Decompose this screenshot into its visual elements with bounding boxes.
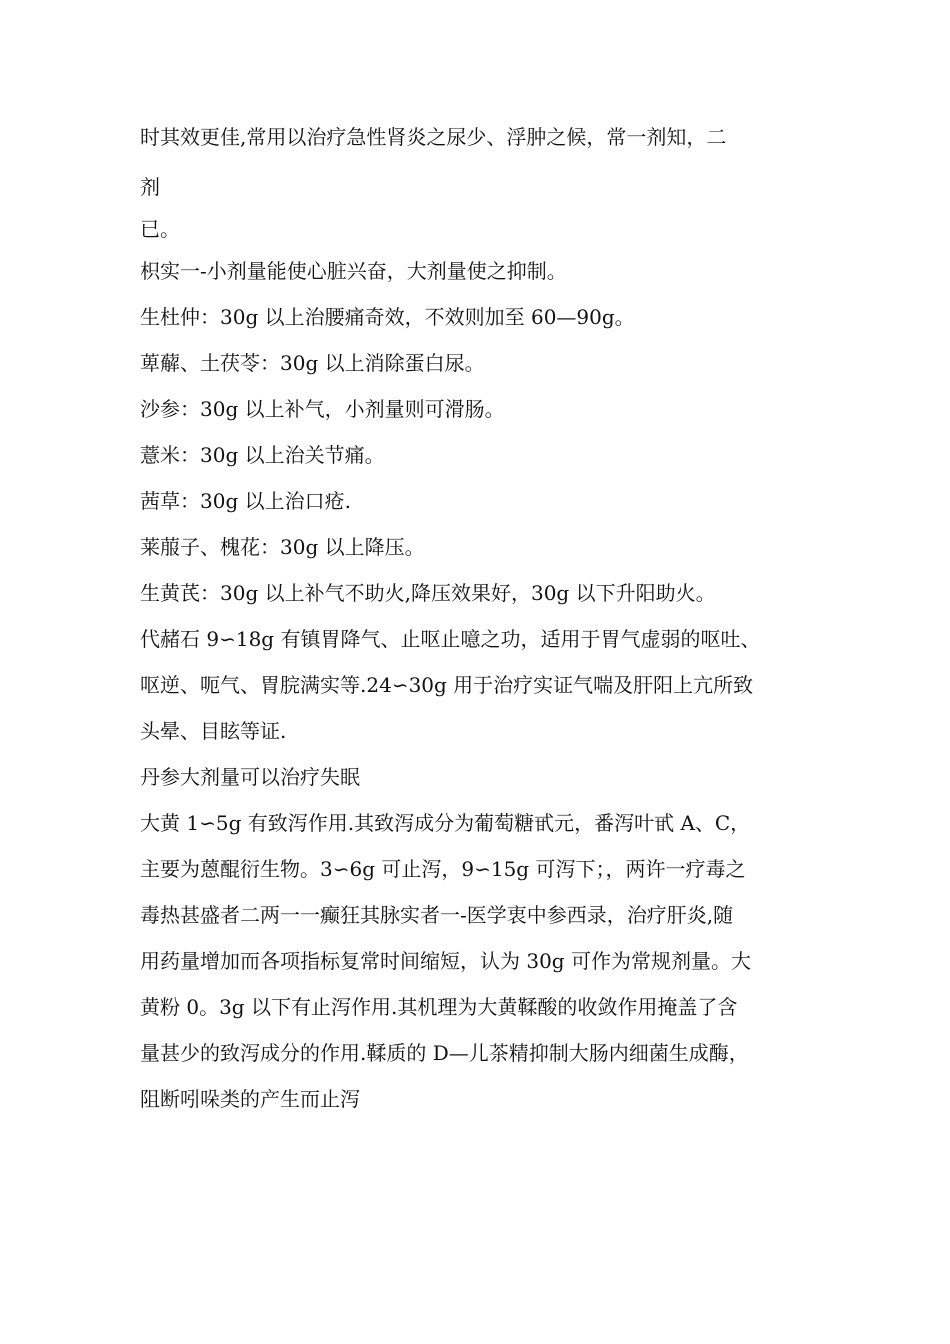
text-line: 毒热甚盛者二两一一癫狂其脉实者一-医学衷中参西录，治疗肝炎,随 (140, 903, 734, 927)
text-line: 主要为蒽醌衍生物。3∽6g 可止泻，9∽15g 可泻下；，两许一疗毒之 (140, 857, 746, 881)
text-line: 剂 (140, 175, 160, 199)
document-body (140, 120, 820, 1128)
text-line: 沙参：30g 以上补气，小剂量则可滑肠。 (140, 397, 505, 421)
text-line: 丹参大剂量可以治疗失眠 (140, 765, 360, 789)
text-line: 黄粉 0。3g 以下有止泻作用.其机理为大黄鞣酸的收敛作用掩盖了含 (140, 995, 738, 1019)
text-line: 萆薢、土茯苓：30g 以上消除蛋白尿。 (140, 351, 485, 375)
text-line: 已。 (140, 217, 180, 241)
text-line: 呕逆、呃气、胃脘满实等.24∽30g 用于治疗实证气喘及肝阳上亢所致 (140, 673, 754, 697)
text-line: 薏米：30g 以上治关节痛。 (140, 443, 385, 467)
text-line: 茜草：30g 以上治口疮. (140, 489, 351, 513)
text-line: 生杜仲：30g 以上治腰痛奇效，不效则加至 60—90g。 (140, 305, 635, 329)
text-line: 大黄 1∽5g 有致泻作用.其致泻成分为葡萄糖甙元，番泻叶甙 A、C， (140, 811, 751, 835)
text-line: 量甚少的致泻成分的作用.鞣质的 D—儿茶精抑制大肠内细菌生成酶， (140, 1041, 749, 1065)
text-line: 阻断吲哚类的产生而止泻 (140, 1087, 360, 1111)
text-line: 枳实一-小剂量能使心脏兴奋，大剂量使之抑制。 (140, 259, 567, 283)
text-line: 莱菔子、槐花：30g 以上降压。 (140, 535, 425, 559)
text-line: 用药量增加而各项指标复常时间缩短，认为 30g 可作为常规剂量。大 (140, 949, 751, 973)
text-line: 头晕、目眩等证. (140, 719, 287, 743)
text-line: 生黄芪：30g 以上补气不助火,降压效果好，30g 以下升阳助火。 (140, 581, 716, 605)
text-line: 代赭石 9∽18g 有镇胃降气、止呕止噫之功，适用于胃气虚弱的呕吐、 (140, 627, 761, 651)
text-line: 时其效更佳,常用以治疗急性肾炎之尿少、浮肿之候，常一剂知，二 (140, 125, 727, 149)
